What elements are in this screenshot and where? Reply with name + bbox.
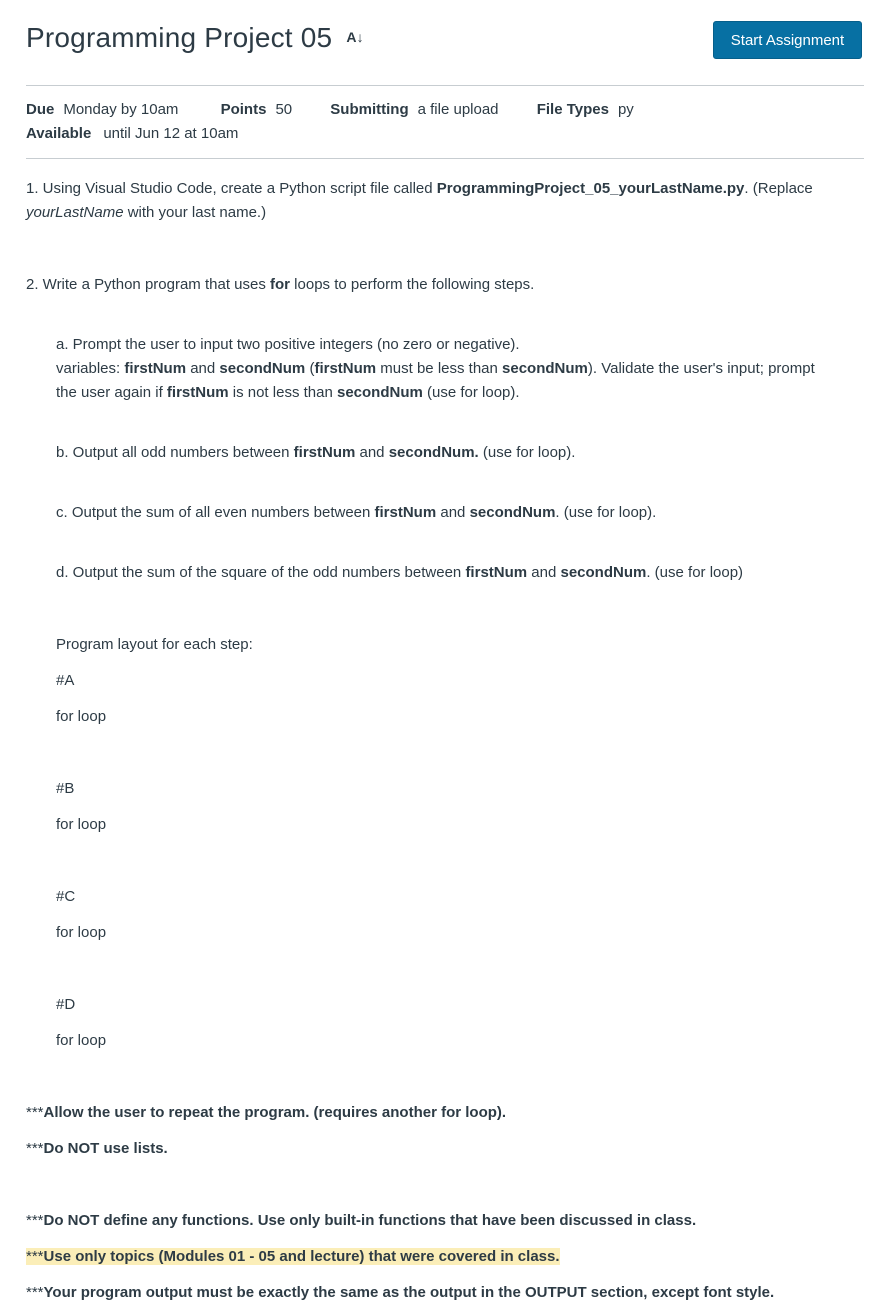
step-a-line-2: variables: firstNum and secondNum (firstNum must be less than secondNum). Validate the user's input; prompt — [56, 360, 815, 377]
assignment-details-row — [26, 101, 634, 118]
layout-for-loop-a: for loop — [56, 708, 107, 725]
note-output-match: ***Your program output must be exactly the same as the output in the OUTPUT section, except font style. — [26, 1284, 775, 1301]
divider-bottom — [26, 158, 864, 159]
step-1-line-1: 1. Using Visual Studio Code, create a Python script file called ProgrammingProject_05_yourLastName.py. (Replace — [26, 180, 813, 197]
note-no-lists: ***Do NOT use lists. — [26, 1140, 168, 1157]
layout-hash-c: #C — [56, 888, 76, 905]
layout-for-loop-d: for loop — [56, 1032, 107, 1049]
accessibility-font-icon[interactable]: A↓ — [346, 28, 364, 45]
step-2-line: 2. Write a Python program that uses for loops to perform the following steps. — [26, 276, 535, 293]
note-repeat: ***Allow the user to repeat the program. (requires another for loop). — [26, 1104, 507, 1121]
layout-heading: Program layout for each step: — [56, 636, 253, 653]
layout-hash-a: #A — [56, 672, 75, 689]
filename-text: ProgrammingProject_05_yourLastName.py — [436, 180, 745, 197]
layout-hash-b: #B — [56, 780, 75, 797]
layout-hash-d: #D — [56, 996, 76, 1013]
available-label: Available — [26, 125, 92, 142]
page-title — [26, 22, 364, 54]
file-types-label: File Types — [536, 101, 609, 118]
start-assignment-button[interactable]: Start Assignment — [713, 21, 862, 59]
note-topics-highlighted: ***Use only topics (Modules 01 - 05 and lecture) that were covered in class. — [26, 1248, 560, 1265]
step-a-line-3: the user again if firstNum is not less than secondNum (use for loop). — [56, 384, 520, 401]
submitting-label: Submitting — [330, 101, 409, 118]
step-1-line-2: yourLastName with your last name.) — [26, 204, 267, 221]
layout-for-loop-b: for loop — [56, 816, 107, 833]
points-label: Points — [220, 101, 267, 118]
step-d-line: d. Output the sum of the square of the odd numbers between firstNum and secondNum. (use for loop) — [56, 564, 744, 581]
available-value: until Jun 12 at 10am — [103, 125, 239, 142]
divider-top — [26, 85, 864, 86]
step-a-line-1: a. Prompt the user to input two positive integers (no zero or negative). — [56, 336, 520, 353]
step-b-line: b. Output all odd numbers between firstNum and secondNum. (use for loop). — [56, 444, 576, 461]
note-no-functions: ***Do NOT define any functions. Use only built-in functions that have been discussed in class. — [26, 1212, 697, 1229]
points-value: 50 — [275, 101, 293, 118]
due-label: Due — [26, 101, 55, 118]
page-title-text: Programming Project 05 — [26, 22, 333, 53]
due-value: Monday by 10am — [63, 101, 179, 118]
submitting-value: a file upload — [417, 101, 499, 118]
step-c-line: c. Output the sum of all even numbers between firstNum and secondNum. (use for loop). — [56, 504, 657, 521]
availability-row — [26, 125, 238, 142]
layout-for-loop-c: for loop — [56, 924, 107, 941]
assignment-header — [26, 20, 864, 60]
file-types-value: py — [617, 101, 634, 118]
